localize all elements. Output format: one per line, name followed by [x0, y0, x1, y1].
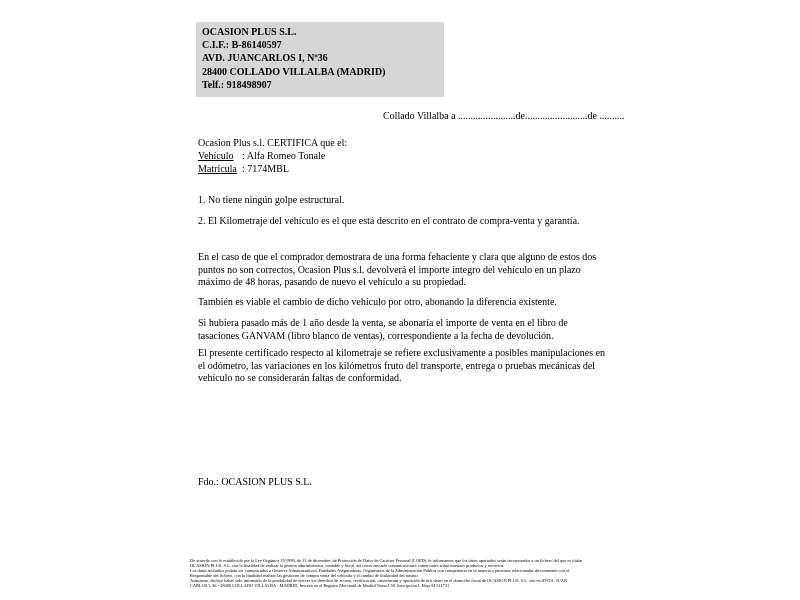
paragraph-exchange: También es viable el cambio de dicho vehículo por otro, abonando la diferencia existente. — [198, 297, 557, 308]
legal-line-6: CARLOS I, 36 - 28400 COLLADO VILLALBA - MADRID. Inscrita en el Registro Mercantil de Madrid Tomo I.50, Inscripción I, Hoja M 511731 — [190, 583, 450, 588]
certify-intro: Ocasion Plus s.l. CERTIFICA que el: — [198, 138, 348, 149]
legal-fine-print — [190, 559, 620, 588]
legal-line-3: Los datos incluidos podrán ser comunicados a Gestores Administrativos, Entidades Aseguradoras, Organismos de la Administración Pública con competencia en la materia y personas relacionadas directamente con el — [190, 568, 570, 573]
legal-line-2: OCASIÓN PLUS, S.L. con la finalidad de realizar la gestión administrativa, contable y fiscal, así como enviarle comunicaciones comerciales sobre nuestros productos y servicios. — [190, 563, 505, 568]
company-city: 28400 COLLADO VILLALBA (MADRID) — [202, 66, 386, 78]
point-1: 1. No tiene ningún golpe estructural. — [198, 195, 345, 206]
legal-line-5: Asimismo, declaro haber sido informado de la posibilidad de ejercer los derechos de acceso, rectificación, cancelación y oposición de mis datos en el domicilio fiscal de OCASIÓN PLUS, S.L. sito en AVDA. JUAN — [190, 578, 568, 583]
company-cif: C.I.F.: B-86140597 — [202, 40, 282, 52]
company-header-block — [196, 22, 444, 97]
point-2: 2. El Kilometraje del vehículo es el que está descrito en el contrato de compra-venta y garantía. — [198, 216, 580, 227]
paragraph-odometer: El presente certificado respecto al kilometraje se refiere exclusivamente a posibles manipulaciones en el odómetro, las variaciones en los kilómetros fruto del transporte, entrega o pruebas mecánicas del vehículo no se considerarán faltas de conformidad. — [198, 348, 606, 384]
signature-line: Fdo.: OCASION PLUS S.L. — [198, 477, 312, 488]
vehicle-label: Vehículo — [198, 151, 234, 162]
legal-line-4: Responsable del fichero, con la finalidad realizar las gestiones de compra venta del vehículo y el cambio de titularidad del mismo. — [190, 573, 419, 578]
paragraph-refund: En el caso de que el comprador demostrara de una forma fehaciente y clara que alguno de estos dos puntos no son correctos, Ocasion Plus s.l. devolverá el importe íntegro del vehículo en un plazo máximo de 48 horas, pasando de nuevo el vehículo a su propiedad. — [198, 252, 597, 288]
company-name: OCASION PLUS S.L. — [202, 27, 297, 38]
date-line: Collado Villalba a .......................de.........................de .......... — [383, 111, 625, 122]
company-phone: Telf.: 918498907 — [202, 79, 272, 91]
vehicle-value: : Alfa Romeo Tonale — [242, 151, 326, 162]
paragraph-ganvam: Si hubiera pasado más de 1 año desde la venta, se abonaría el importe de venta en el libro de tasaciones GANVAM (libro blanco de ventas), correspondiente a la fecha de devolución. — [198, 318, 568, 342]
company-address: AVD. JUANCARLOS I, Nº36 — [202, 53, 328, 65]
vehicle-line — [198, 151, 608, 164]
plate-line — [198, 164, 608, 177]
plate-label: Matrícula — [198, 164, 237, 175]
plate-value: : 7174MBL — [242, 164, 289, 175]
legal-line-1: De acuerdo con lo establecido por la Ley Orgánica 15/1999, de 13 de diciembre, de Protección de Datos de Carácter Personal (LOPD), le informamos que los datos aportados serán incorporados a un fichero del que es titular — [190, 559, 583, 563]
